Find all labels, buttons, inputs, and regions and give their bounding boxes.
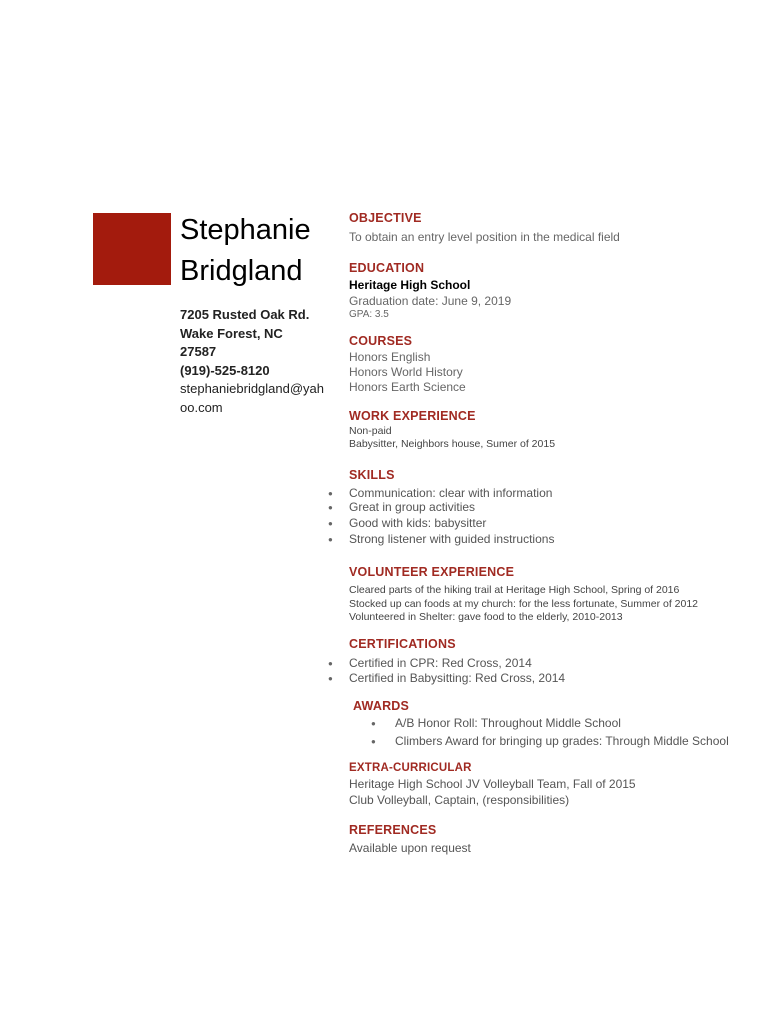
skill-item: Strong listener with guided instructions xyxy=(349,532,555,546)
bullet-icon: ● xyxy=(328,535,333,544)
education-heading: EDUCATION xyxy=(349,261,425,275)
objective-text: To obtain an entry level position in the medical field xyxy=(349,230,620,244)
skill-item: Great in group activities xyxy=(349,500,476,514)
objective-heading: OBJECTIVE xyxy=(349,211,422,225)
bullet-icon: ● xyxy=(328,674,333,683)
first-name: Stephanie xyxy=(180,214,311,246)
certification-item: Certified in Babysitting: Red Cross, 2014 xyxy=(349,671,566,685)
education-graduation: Graduation date: June 9, 2019 xyxy=(349,294,512,308)
skill-item: Good with kids: babysitter xyxy=(349,516,487,530)
contact-street: 7205 Rusted Oak Rd. xyxy=(180,307,310,322)
skill-item: Communication: clear with information xyxy=(349,486,553,500)
candidate-name xyxy=(180,210,311,292)
accent-block xyxy=(93,213,171,285)
certification-item: Certified in CPR: Red Cross, 2014 xyxy=(349,656,532,670)
work-item: Non-paid xyxy=(349,425,392,437)
last-name: Bridgland xyxy=(180,255,303,287)
course-item: Honors Earth Science xyxy=(349,380,466,394)
bullet-icon: ● xyxy=(371,737,376,746)
contact-info xyxy=(180,306,330,417)
references-heading: REFERENCES xyxy=(349,823,437,837)
awards-heading: AWARDS xyxy=(353,699,410,713)
extracurricular-heading: EXTRA-CURRICULAR xyxy=(349,762,472,774)
courses-heading: COURSES xyxy=(349,334,413,348)
education-school: Heritage High School xyxy=(349,278,471,292)
bullet-icon: ● xyxy=(328,489,333,498)
contact-phone: (919)-525-8120 xyxy=(180,362,270,378)
volunteer-item: Volunteered in Shelter: gave food to the elderly, 2010-2013 xyxy=(349,611,623,623)
skills-heading: SKILLS xyxy=(349,468,395,482)
certifications-heading: CERTIFICATIONS xyxy=(349,637,456,651)
work-item: Babysitter, Neighbors house, Sumer of 2015 xyxy=(349,438,556,450)
contact-email: stephaniebridgland@yahoo.com xyxy=(180,381,325,415)
bullet-icon: ● xyxy=(328,659,333,668)
references-text: Available upon request xyxy=(349,841,471,855)
course-item: Honors World History xyxy=(349,365,463,379)
bullet-icon: ● xyxy=(371,719,376,728)
bullet-icon: ● xyxy=(328,519,333,528)
extracurricular-item: Heritage High School JV Volleyball Team, Fall of 2015 xyxy=(349,777,636,791)
volunteer-heading: VOLUNTEER EXPERIENCE xyxy=(349,565,515,579)
course-item: Honors English xyxy=(349,350,431,364)
education-gpa: GPA: 3.5 xyxy=(349,309,389,320)
contact-city: Wake Forest, NC xyxy=(180,325,283,341)
work-heading: WORK EXPERIENCE xyxy=(349,409,476,423)
award-item: A/B Honor Roll: Throughout Middle School xyxy=(395,716,621,730)
volunteer-item: Stocked up can foods at my church: for the less fortunate, Summer of 2012 xyxy=(349,598,699,610)
bullet-icon: ● xyxy=(328,503,333,512)
contact-zip: 27587 xyxy=(180,344,217,359)
volunteer-item: Cleared parts of the hiking trail at Heritage High School, Spring of 2016 xyxy=(349,584,680,596)
award-item: Climbers Award for bringing up grades: Through Middle School xyxy=(395,734,729,748)
extracurricular-item: Club Volleyball, Captain, (responsibilities) xyxy=(349,793,570,807)
